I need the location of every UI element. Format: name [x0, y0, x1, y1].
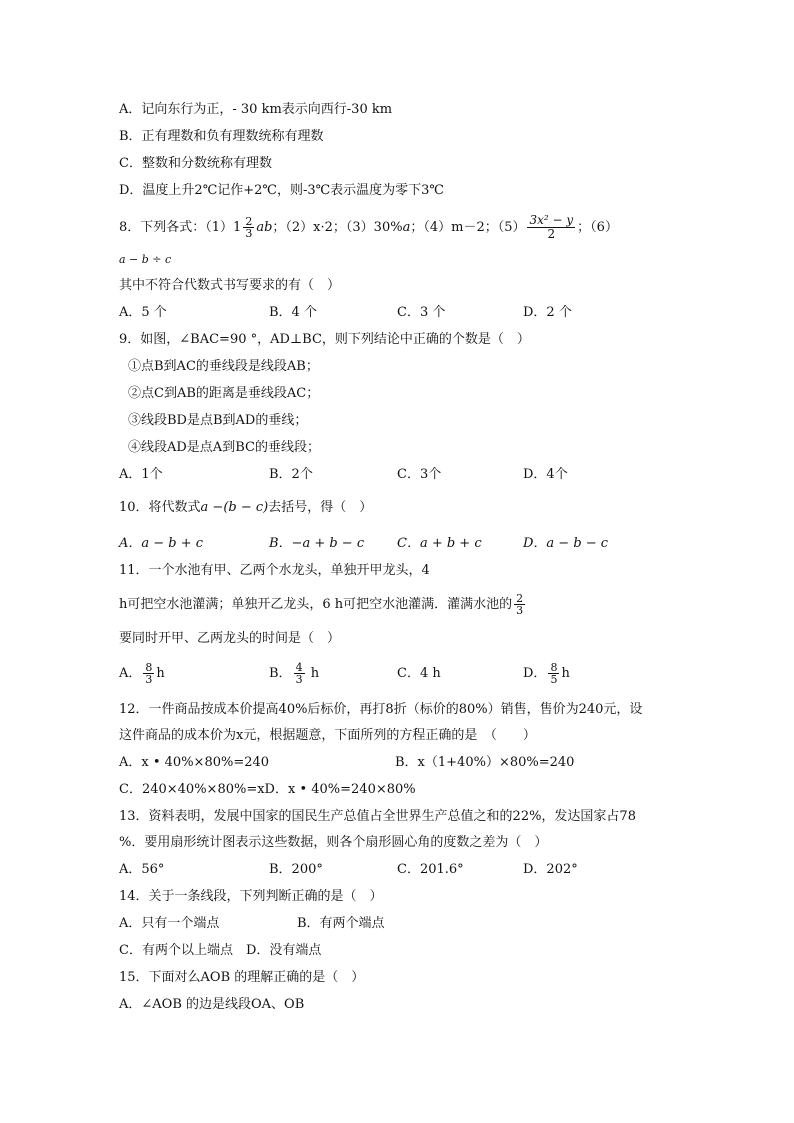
q8-option-b: B．4 个	[269, 305, 317, 320]
q8-fraction-1-num: 2	[245, 215, 253, 228]
q11-line-3: 要同时开甲、乙两龙头的时间是（ ）	[119, 631, 341, 646]
q9-stem: 9．如图，∠BAC=90 °，AD⊥BC，则下列结论中正确的个数是（ ）	[119, 332, 530, 347]
q11-option-d-den: 5	[550, 673, 558, 686]
q8-option-c: C．3 个	[397, 305, 446, 320]
q10-option-c: C．a + b + c	[397, 536, 482, 551]
q8-option-d: D．2 个	[523, 305, 572, 320]
q11-option-b-label: B．	[269, 666, 292, 681]
q9-option-a: A．1个	[119, 467, 163, 482]
q14-option-b: B．有两个端点	[297, 916, 385, 931]
q10-stem-b: 去括号，得（ ）	[268, 500, 373, 515]
q11-option-d-label: D．	[523, 666, 547, 681]
q7-option-a: A．记向东行为正，- 30 km表示向西行-30 km	[119, 102, 393, 117]
q11-option-b-fraction	[294, 662, 305, 685]
q14-options-ab	[119, 915, 719, 933]
q15-stem: 15．下面对么AOB 的理解正确的是（ ）	[119, 970, 365, 985]
q11-option-d-num: 8	[550, 661, 558, 674]
q11-option-a	[119, 660, 165, 688]
q11-option-d-fraction	[548, 662, 559, 685]
q8-rest2: ；（4）m－2；（5）	[410, 220, 526, 235]
q8-rest3: ；（6）	[577, 220, 618, 235]
q13-option-a: A．56°	[119, 862, 165, 877]
q8-expression-6: a − b ÷ c	[119, 253, 172, 266]
q9-option-b: B．2个	[269, 467, 313, 482]
q8-fraction-2-den: 2	[547, 227, 556, 241]
q11-fraction-den: 3	[516, 604, 524, 617]
q10-option-b: B．−a + b − c	[269, 536, 365, 551]
q11-line-2	[119, 592, 527, 618]
q8-ab: ab	[256, 220, 273, 235]
q8-rest1: ；（2）x·2；（3）30%	[272, 220, 403, 235]
q8-fraction-1	[243, 216, 254, 239]
q11-option-b	[269, 660, 319, 688]
q11-option-b-unit: h	[306, 666, 320, 681]
q11-option-a-unit: h	[156, 666, 165, 681]
q11-option-d-unit: h	[561, 666, 570, 681]
q9-option-c: C．3个	[397, 467, 442, 482]
q9-item-1: ①点B到AC的垂线段是线段AB；	[128, 359, 319, 374]
q10-stem	[119, 499, 372, 517]
q8-question: 其中不符合代数式书写要求的有（ ）	[119, 278, 341, 293]
q8-option-a: A．5 个	[119, 305, 167, 320]
q7-option-c: C．整数和分数统称有理数	[119, 156, 272, 171]
q10-stem-a: 10．将代数式	[119, 500, 201, 515]
q8-prefix: 8．下列各式：（1）1	[119, 220, 242, 235]
q8-options	[119, 304, 719, 322]
q7-option-b: B．正有理数和负有理数统称有理数	[119, 129, 324, 144]
q10-option-d: D．a − b − c	[523, 536, 609, 551]
q12-options-ab	[119, 754, 719, 772]
q14-stem: 14．关于一条线段，下列判断正确的是（ ）	[119, 889, 383, 904]
q10-option-a: A．a − b + c	[119, 536, 204, 551]
q8-fraction-2	[527, 214, 575, 241]
q13-line-1: 13．资料表明，发展中国家的国民生产总值占全世界生产总值之和的22%，发达国家占78	[119, 809, 636, 824]
q14-options-cd: C．有两个以上端点 D．没有端点	[119, 943, 322, 958]
q9-options	[119, 466, 719, 484]
q10-options	[119, 535, 719, 553]
q13-option-d: D．202°	[523, 862, 578, 877]
q11-option-a-den: 3	[145, 673, 153, 686]
q10-expression: a −(b − c)	[200, 500, 269, 515]
q12-option-b: B．x（1+40%）×80%=240	[395, 755, 575, 770]
q11-option-a-num: 8	[145, 661, 153, 674]
q11-line-2-text: h可把空水池灌满；单独开乙龙头，6 h可把空水池灌满．灌满水池的	[119, 597, 513, 612]
q11-options	[119, 660, 719, 688]
q11-option-a-label: A．	[119, 666, 142, 681]
q13-line-2: %．要用扇形统计图表示这些数据，则各个扇形圆心角的度数之差为（ ）	[119, 835, 548, 850]
q13-option-b: B．200°	[269, 862, 323, 877]
q11-fraction-num: 2	[516, 592, 524, 605]
q9-option-d: D．4个	[523, 467, 568, 482]
q9-item-4: ④线段AD是点A到BC的垂线段；	[128, 440, 320, 455]
q11-line-1: 11．一个水池有甲、乙两个水龙头，单独开甲龙头，4	[119, 563, 430, 578]
q8-fraction-1-den: 3	[245, 227, 253, 240]
q12-option-a: A．x • 40%×80%=240	[119, 755, 270, 770]
q11-option-b-den: 3	[295, 673, 303, 686]
q12-line-1: 12．一件商品按成本价提高40%后标价，再打8折（标价的80%）销售，售价为240元，设	[119, 702, 643, 717]
q8-a: a	[402, 220, 411, 235]
q11-option-d	[523, 660, 570, 688]
q13-option-c: C．201.6°	[397, 862, 464, 877]
q12-line-2: 这件商品的成本价为x元，根据题意，下面所列的方程正确的是 （ ）	[119, 728, 536, 743]
q11-option-c: C．4 h	[397, 666, 441, 681]
q11-option-a-fraction	[143, 662, 154, 685]
q11-option-b-num: 4	[295, 661, 303, 674]
q8-stem	[119, 213, 618, 241]
q11-fraction	[514, 593, 525, 616]
q9-item-3: ③线段BD是点B到AD的垂线；	[128, 413, 308, 428]
q9-item-2: ②点C到AB的距离是垂线段AC；	[128, 386, 320, 401]
q7-option-d: D．温度上升2℃记作+2℃，则-3℃表示温度为零下3℃	[119, 183, 444, 198]
q12-options-cd: C．240×40%×80%=xD．x • 40%=240×80%	[119, 782, 416, 797]
q8-fraction-2-num: 3x² − y	[529, 213, 574, 227]
q15-option-a: A．∠AOB 的边是线段OA、OB	[119, 997, 305, 1012]
q13-options	[119, 861, 719, 879]
q14-option-a: A．只有一个端点	[119, 916, 220, 931]
